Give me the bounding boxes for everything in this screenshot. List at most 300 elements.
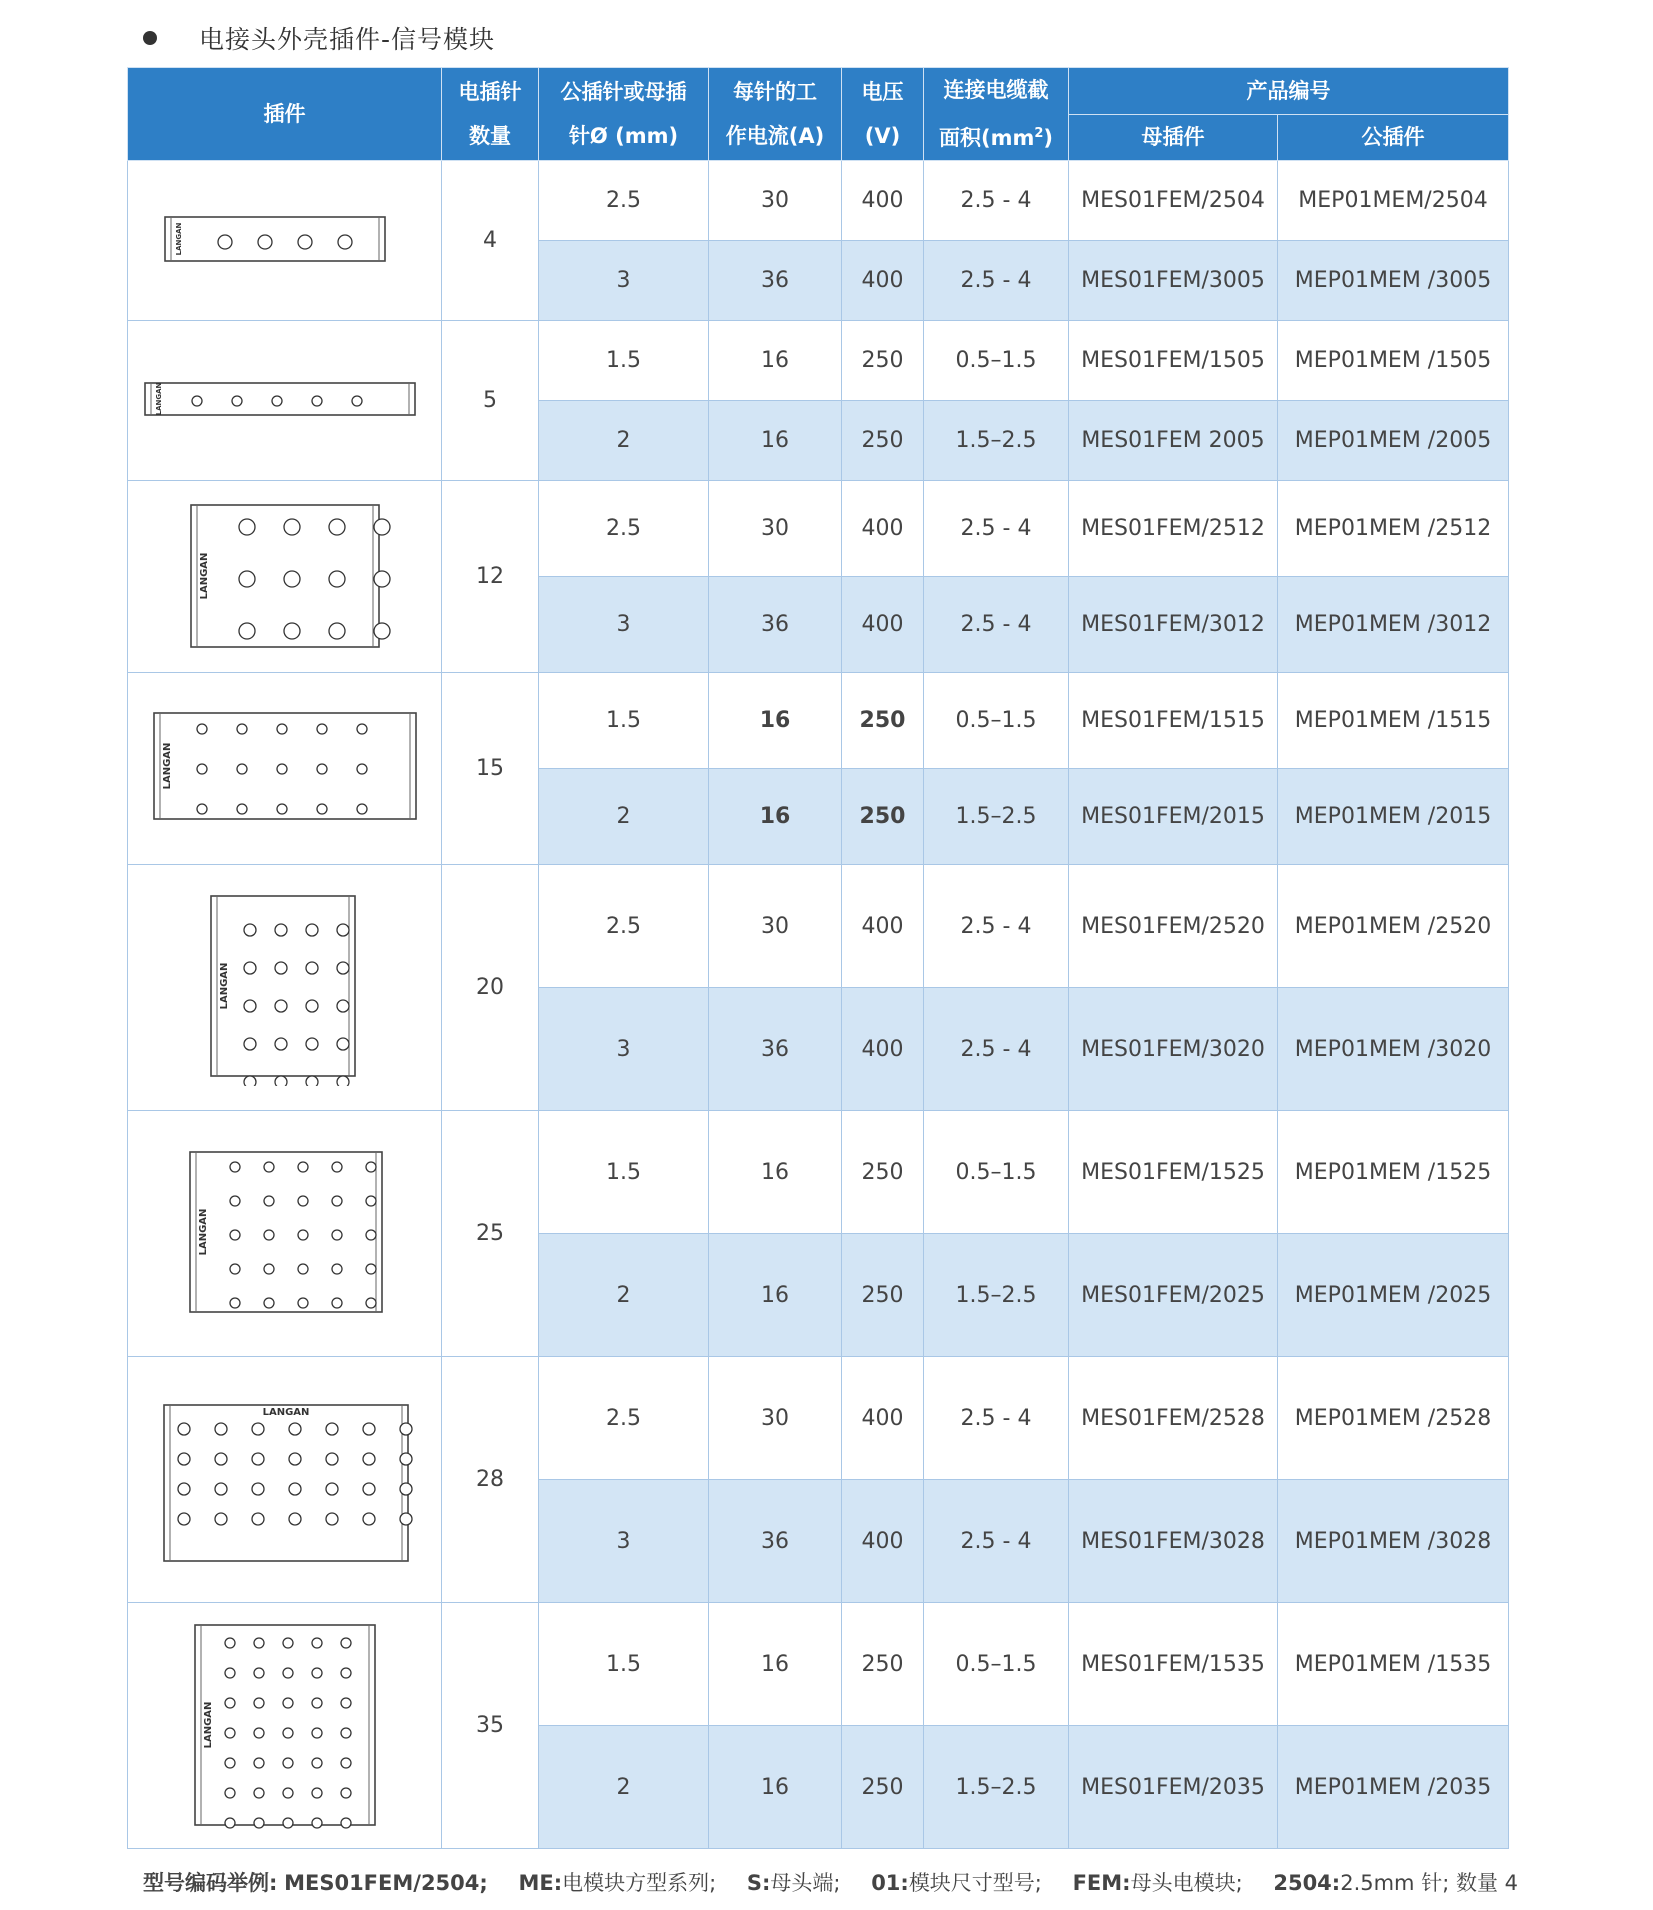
current-cell: 36 — [709, 241, 842, 321]
pin-hole — [254, 1788, 264, 1798]
header-pin-diameter — [539, 68, 709, 161]
insert-image-cell — [128, 673, 442, 865]
pin-hole — [264, 1196, 274, 1206]
voltage-cell: 400 — [842, 865, 924, 988]
pin-hole — [197, 804, 207, 814]
pin-hole — [317, 804, 327, 814]
pin-diameter-cell: 2.5 — [539, 1357, 709, 1480]
pin-hole — [298, 1298, 308, 1308]
pin-count-cell: 15 — [442, 673, 539, 865]
voltage-cell: 400 — [842, 1480, 924, 1603]
pin-hole — [178, 1513, 190, 1525]
pin-count-cell: 25 — [442, 1111, 539, 1357]
current-cell: 16 — [709, 769, 842, 865]
pin-hole — [225, 1638, 235, 1648]
pin-hole — [326, 1513, 338, 1525]
footer-me-desc: 电模块方型系列; — [562, 1871, 717, 1895]
insert-diagram — [150, 1389, 420, 1571]
header-voltage-line2: (V) — [864, 124, 901, 148]
male-code-cell: MEP01MEM /2025 — [1278, 1234, 1509, 1357]
pin-hole — [341, 1788, 351, 1798]
pin-hole — [283, 1758, 293, 1768]
pin-hole — [254, 1638, 264, 1648]
section-header — [143, 18, 495, 58]
pin-diameter-cell: 1.5 — [539, 673, 709, 769]
female-code-cell: MES01FEM/2520 — [1069, 865, 1278, 988]
pin-hole — [306, 1076, 318, 1086]
pin-hole — [326, 1423, 338, 1435]
footer-s-code: S: — [746, 1871, 771, 1895]
table-row — [128, 673, 1509, 769]
pin-hole — [306, 962, 318, 974]
pin-diameter-cell: 2.5 — [539, 481, 709, 577]
pin-hole — [312, 1788, 322, 1798]
insert-diagram — [175, 1619, 395, 1833]
pin-hole — [298, 1230, 308, 1240]
pin-hole — [275, 1038, 287, 1050]
pin-hole — [317, 764, 327, 774]
insert-diagram — [160, 1146, 410, 1322]
table-row — [128, 481, 1509, 577]
footer-spec-code: 2504: — [1273, 1871, 1341, 1895]
header-product-code: 产品编号 — [1069, 68, 1509, 115]
pin-hole — [178, 1423, 190, 1435]
pin-hole — [218, 235, 232, 249]
pin-hole — [289, 1483, 301, 1495]
female-code-cell: MES01FEM/1525 — [1069, 1111, 1278, 1234]
footer-n-code: 01: — [871, 1871, 909, 1895]
pin-hole — [272, 396, 282, 406]
footer-fem-desc: 母头电模块; — [1130, 1871, 1243, 1895]
pin-hole — [374, 571, 390, 587]
voltage-cell: 400 — [842, 1357, 924, 1480]
voltage-cell: 250 — [842, 673, 924, 769]
pin-hole — [197, 724, 207, 734]
pin-hole — [363, 1453, 375, 1465]
male-code-cell: MEP01MEM/2504 — [1278, 161, 1509, 241]
pin-hole — [366, 1298, 376, 1308]
pin-hole — [329, 571, 345, 587]
male-code-cell: MEP01MEM /3020 — [1278, 988, 1509, 1111]
insert-image-cell — [128, 1111, 442, 1357]
pin-count-cell: 4 — [442, 161, 539, 321]
pin-hole — [275, 962, 287, 974]
cable-area-cell: 0.5–1.5 — [924, 673, 1069, 769]
pin-hole — [277, 804, 287, 814]
header-cable-line2 — [924, 112, 1068, 160]
pin-hole — [225, 1668, 235, 1678]
header-pin-diameter-line2: 针Ø (mm) — [568, 124, 679, 148]
insert-diagram — [135, 379, 435, 423]
pin-hole — [337, 1076, 349, 1086]
pin-hole — [326, 1483, 338, 1495]
pin-hole — [264, 1264, 274, 1274]
table-row — [128, 1357, 1509, 1480]
header-cable — [924, 68, 1069, 161]
table-row — [128, 1603, 1509, 1726]
spec-table — [127, 67, 1509, 1849]
pin-count-cell: 20 — [442, 865, 539, 1111]
pin-hole — [283, 1818, 293, 1828]
current-cell: 16 — [709, 1111, 842, 1234]
pin-diameter-cell: 3 — [539, 241, 709, 321]
pin-hole — [237, 804, 247, 814]
pin-hole — [254, 1698, 264, 1708]
voltage-cell: 250 — [842, 1234, 924, 1357]
current-cell: 16 — [709, 1234, 842, 1357]
section-title: 电接头外壳插件-信号模块 — [199, 25, 496, 54]
cable-area-cell: 2.5 - 4 — [924, 577, 1069, 673]
insert-image-cell — [128, 321, 442, 481]
pin-hole — [341, 1758, 351, 1768]
header-cable-unit: 面积(mm — [938, 126, 1035, 150]
male-code-cell: MEP01MEM /1525 — [1278, 1111, 1509, 1234]
pin-hole — [400, 1423, 412, 1435]
pin-hole — [254, 1758, 264, 1768]
header-male: 公插件 — [1278, 114, 1509, 161]
pin-hole — [332, 1298, 342, 1308]
male-code-cell: MEP01MEM /2005 — [1278, 401, 1509, 481]
insert-diagram — [140, 707, 430, 831]
table-row — [128, 161, 1509, 241]
pin-hole — [225, 1818, 235, 1828]
voltage-cell: 250 — [842, 321, 924, 401]
male-code-cell: MEP01MEM /1505 — [1278, 321, 1509, 401]
header-pin-count — [442, 68, 539, 161]
pin-hole — [312, 396, 322, 406]
bullet-icon — [143, 31, 157, 45]
pin-hole — [252, 1483, 264, 1495]
female-code-cell: MES01FEM/2504 — [1069, 161, 1278, 241]
male-code-cell: MEP01MEM /1515 — [1278, 673, 1509, 769]
pin-hole — [237, 764, 247, 774]
brand-label: LANGAN — [202, 1701, 214, 1748]
table-row — [128, 1111, 1509, 1234]
brand-label: LANGAN — [262, 1406, 309, 1418]
pin-hole — [254, 1668, 264, 1678]
voltage-cell: 250 — [842, 401, 924, 481]
insert-diagram — [195, 890, 375, 1086]
header-cable-end: ) — [1043, 126, 1054, 150]
table-body — [128, 161, 1509, 1849]
pin-hole — [326, 1453, 338, 1465]
pin-hole — [366, 1230, 376, 1240]
pin-hole — [215, 1423, 227, 1435]
footer-spec-desc: 2.5mm 针; 数量 4 — [1340, 1871, 1518, 1895]
pin-hole — [232, 396, 242, 406]
voltage-cell: 250 — [842, 769, 924, 865]
current-cell: 16 — [709, 1726, 842, 1849]
cable-area-cell: 2.5 - 4 — [924, 1357, 1069, 1480]
pin-hole — [312, 1698, 322, 1708]
current-cell: 30 — [709, 481, 842, 577]
pin-hole — [239, 623, 255, 639]
pin-hole — [230, 1196, 240, 1206]
header-voltage-line1: 电压 — [861, 80, 904, 104]
pin-hole — [337, 924, 349, 936]
footer-n-desc: 模块尺寸型号; — [908, 1871, 1042, 1895]
pin-count-cell: 35 — [442, 1603, 539, 1849]
voltage-cell: 400 — [842, 481, 924, 577]
pin-hole — [341, 1668, 351, 1678]
pin-hole — [252, 1453, 264, 1465]
pin-diameter-cell: 3 — [539, 1480, 709, 1603]
brand-label: LANGAN — [218, 962, 230, 1009]
pin-hole — [306, 1000, 318, 1012]
pin-hole — [283, 1788, 293, 1798]
pin-count-cell: 28 — [442, 1357, 539, 1603]
footer-me — [518, 1871, 716, 1895]
footer-spec — [1273, 1871, 1518, 1895]
female-code-cell: MES01FEM/3028 — [1069, 1480, 1278, 1603]
cable-area-cell: 1.5–2.5 — [924, 769, 1069, 865]
female-code-cell: MES01FEM/1505 — [1069, 321, 1278, 401]
pin-diameter-cell: 2 — [539, 1726, 709, 1849]
footer-example-label: 型号编码举例: — [143, 1871, 278, 1895]
pin-hole — [237, 724, 247, 734]
current-cell: 30 — [709, 1357, 842, 1480]
pin-hole — [258, 235, 272, 249]
footer-n — [871, 1871, 1042, 1895]
pin-hole — [197, 764, 207, 774]
pin-hole — [215, 1453, 227, 1465]
pin-diameter-cell: 1.5 — [539, 1111, 709, 1234]
pin-hole — [357, 724, 367, 734]
pin-hole — [230, 1230, 240, 1240]
pin-hole — [239, 519, 255, 535]
header-female: 母插件 — [1069, 114, 1278, 161]
cable-area-cell: 2.5 - 4 — [924, 481, 1069, 577]
footer-s — [747, 1871, 841, 1895]
pin-hole — [357, 764, 367, 774]
cable-area-cell: 2.5 - 4 — [924, 161, 1069, 241]
pin-hole — [357, 804, 367, 814]
spec-table-wrapper — [127, 67, 1508, 1849]
header-current-line1: 每针的工 — [733, 80, 817, 104]
male-code-cell: MEP01MEM /2512 — [1278, 481, 1509, 577]
pin-hole — [264, 1162, 274, 1172]
header-cable-line1: 连接电缆截 — [943, 78, 1049, 102]
pin-hole — [215, 1513, 227, 1525]
insert-image-cell — [128, 481, 442, 673]
current-cell: 16 — [709, 321, 842, 401]
pin-hole — [283, 1698, 293, 1708]
cable-area-cell: 2.5 - 4 — [924, 241, 1069, 321]
male-code-cell: MEP01MEM /3012 — [1278, 577, 1509, 673]
current-cell: 30 — [709, 161, 842, 241]
pin-hole — [341, 1728, 351, 1738]
pin-hole — [337, 962, 349, 974]
pin-hole — [341, 1698, 351, 1708]
pin-hole — [225, 1698, 235, 1708]
header-insert: 插件 — [128, 68, 442, 161]
pin-hole — [312, 1818, 322, 1828]
header-pin-diameter-line1: 公插针或母插 — [560, 80, 687, 104]
pin-hole — [230, 1162, 240, 1172]
pin-hole — [289, 1453, 301, 1465]
female-code-cell: MES01FEM/2528 — [1069, 1357, 1278, 1480]
current-cell: 16 — [709, 673, 842, 769]
cable-area-cell: 2.5 - 4 — [924, 865, 1069, 988]
header-cable-sup: 2 — [1034, 126, 1044, 141]
female-code-cell: MES01FEM/2512 — [1069, 481, 1278, 577]
pin-diameter-cell: 1.5 — [539, 1603, 709, 1726]
pin-hole — [283, 1728, 293, 1738]
brand-label: LANGAN — [197, 1208, 209, 1255]
pin-hole — [284, 623, 300, 639]
current-cell: 36 — [709, 988, 842, 1111]
footer-me-code: ME: — [518, 1871, 563, 1895]
pin-hole — [230, 1298, 240, 1308]
male-code-cell: MEP01MEM /2015 — [1278, 769, 1509, 865]
male-code-cell: MEP01MEM /3005 — [1278, 241, 1509, 321]
pin-hole — [244, 924, 256, 936]
pin-hole — [239, 571, 255, 587]
header-current-line2: 作电流(A) — [725, 124, 825, 148]
pin-hole — [366, 1264, 376, 1274]
pin-hole — [298, 1264, 308, 1274]
pin-hole — [289, 1513, 301, 1525]
pin-hole — [298, 1196, 308, 1206]
pin-hole — [244, 1038, 256, 1050]
pin-diameter-cell: 2.5 — [539, 865, 709, 988]
header-pin-count-line2: 数量 — [469, 124, 511, 148]
current-cell: 16 — [709, 1603, 842, 1726]
pin-hole — [277, 764, 287, 774]
male-code-cell: MEP01MEM /2035 — [1278, 1726, 1509, 1849]
pin-hole — [306, 924, 318, 936]
pin-diameter-cell: 2 — [539, 769, 709, 865]
female-code-cell: MES01FEM 2005 — [1069, 401, 1278, 481]
model-code-example — [143, 1867, 1523, 1897]
pin-hole — [264, 1298, 274, 1308]
cable-area-cell: 2.5 - 4 — [924, 988, 1069, 1111]
header-voltage — [842, 68, 924, 161]
pin-hole — [230, 1264, 240, 1274]
footer-example — [143, 1871, 488, 1895]
pin-hole — [275, 924, 287, 936]
pin-hole — [225, 1758, 235, 1768]
pin-hole — [363, 1423, 375, 1435]
pin-hole — [283, 1668, 293, 1678]
pin-hole — [329, 519, 345, 535]
pin-hole — [363, 1483, 375, 1495]
header-pin-count-line1: 电插针 — [458, 80, 522, 104]
pin-hole — [332, 1230, 342, 1240]
pin-hole — [306, 1038, 318, 1050]
female-code-cell: MES01FEM/2015 — [1069, 769, 1278, 865]
cable-area-cell: 0.5–1.5 — [924, 1111, 1069, 1234]
pin-hole — [312, 1638, 322, 1648]
insert-image-cell — [128, 865, 442, 1111]
pin-hole — [332, 1162, 342, 1172]
voltage-cell: 250 — [842, 1726, 924, 1849]
cable-area-cell: 0.5–1.5 — [924, 321, 1069, 401]
pin-hole — [352, 396, 362, 406]
pin-hole — [366, 1196, 376, 1206]
pin-hole — [178, 1483, 190, 1495]
cable-area-cell: 0.5–1.5 — [924, 1603, 1069, 1726]
female-code-cell: MES01FEM/3012 — [1069, 577, 1278, 673]
pin-hole — [329, 623, 345, 639]
male-code-cell: MEP01MEM /3028 — [1278, 1480, 1509, 1603]
brand-label: LANGAN — [174, 222, 183, 255]
pin-diameter-cell: 1.5 — [539, 321, 709, 401]
female-code-cell: MES01FEM/1515 — [1069, 673, 1278, 769]
brand-label: LANGAN — [154, 382, 163, 415]
cable-area-cell: 1.5–2.5 — [924, 1726, 1069, 1849]
cable-area-cell: 1.5–2.5 — [924, 1234, 1069, 1357]
pin-hole — [312, 1668, 322, 1678]
pin-hole — [332, 1196, 342, 1206]
brand-label: LANGAN — [161, 742, 173, 789]
pin-hole — [298, 235, 312, 249]
male-code-cell: MEP01MEM /1535 — [1278, 1603, 1509, 1726]
insert-image-cell — [128, 1603, 442, 1849]
insert-plate — [190, 1152, 382, 1312]
pin-hole — [254, 1818, 264, 1828]
female-code-cell: MES01FEM/3005 — [1069, 241, 1278, 321]
pin-hole — [277, 724, 287, 734]
pin-hole — [244, 962, 256, 974]
pin-hole — [283, 1638, 293, 1648]
current-cell: 30 — [709, 865, 842, 988]
pin-hole — [366, 1162, 376, 1172]
voltage-cell: 400 — [842, 161, 924, 241]
insert-image-cell — [128, 161, 442, 321]
pin-hole — [363, 1513, 375, 1525]
cable-area-cell: 2.5 - 4 — [924, 1480, 1069, 1603]
insert-diagram — [155, 497, 415, 657]
pin-diameter-cell: 2.5 — [539, 161, 709, 241]
pin-hole — [252, 1513, 264, 1525]
pin-hole — [317, 724, 327, 734]
female-code-cell: MES01FEM/1535 — [1069, 1603, 1278, 1726]
pin-hole — [289, 1423, 301, 1435]
header-current — [709, 68, 842, 161]
pin-hole — [332, 1264, 342, 1274]
pin-hole — [338, 235, 352, 249]
female-code-cell: MES01FEM/3020 — [1069, 988, 1278, 1111]
brand-label: LANGAN — [198, 552, 210, 599]
voltage-cell: 400 — [842, 241, 924, 321]
footer-fem — [1073, 1871, 1243, 1895]
pin-hole — [264, 1230, 274, 1240]
pin-hole — [284, 571, 300, 587]
pin-hole — [225, 1788, 235, 1798]
current-cell: 36 — [709, 1480, 842, 1603]
footer-example-code: MES01FEM/2504; — [284, 1871, 488, 1895]
footer-fem-code: FEM: — [1072, 1871, 1131, 1895]
male-code-cell: MEP01MEM /2520 — [1278, 865, 1509, 988]
pin-hole — [400, 1453, 412, 1465]
pin-hole — [341, 1638, 351, 1648]
pin-hole — [374, 623, 390, 639]
pin-hole — [178, 1453, 190, 1465]
pin-hole — [275, 1076, 287, 1086]
pin-hole — [225, 1728, 235, 1738]
pin-hole — [252, 1423, 264, 1435]
pin-hole — [275, 1000, 287, 1012]
footer-s-desc: 母头端; — [770, 1871, 841, 1895]
voltage-cell: 400 — [842, 988, 924, 1111]
voltage-cell: 250 — [842, 1603, 924, 1726]
cable-area-cell: 1.5–2.5 — [924, 401, 1069, 481]
table-row — [128, 865, 1509, 988]
pin-hole — [312, 1728, 322, 1738]
voltage-cell: 400 — [842, 577, 924, 673]
current-cell: 16 — [709, 401, 842, 481]
